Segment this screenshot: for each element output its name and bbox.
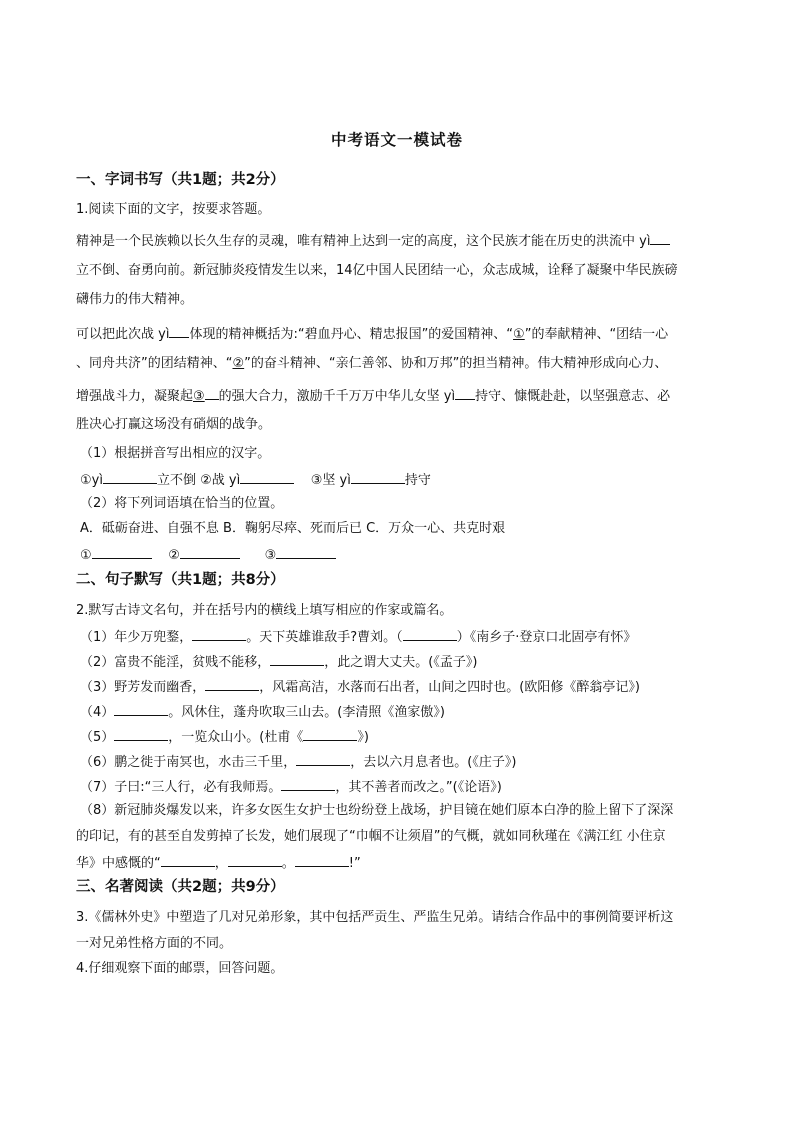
answer-blank[interactable] bbox=[295, 853, 349, 867]
section-3-heading: 三、名著阅读（共2题；共9分） bbox=[76, 879, 285, 895]
question-3: 3.《儒林外史》中塑造了几对兄弟形象，其中包括严贡生、严监生兄弟。请结合作品中的事例简要评析这 bbox=[76, 910, 674, 925]
answer-blank[interactable] bbox=[270, 652, 324, 666]
section-1-heading: 一、字词书写（共1题；共2分） bbox=[76, 172, 285, 188]
marker-2: ② bbox=[232, 356, 245, 371]
answer-blank[interactable] bbox=[403, 627, 457, 641]
question-3-cont: 一对兄弟性格方面的不同。 bbox=[76, 936, 233, 951]
answer-blank[interactable] bbox=[296, 752, 350, 766]
answer-blank[interactable] bbox=[276, 545, 336, 559]
answer-blank[interactable] bbox=[281, 777, 335, 791]
answer-row-2: ① ② ③ bbox=[80, 545, 336, 565]
answer-blank[interactable] bbox=[228, 853, 282, 867]
sub-question-1: （1）根据拼音写出相应的汉字。 bbox=[80, 446, 271, 461]
blank[interactable] bbox=[455, 386, 475, 400]
question-4: 4.仔细观察下面的邮票，回答问题。 bbox=[76, 961, 284, 976]
answer-blank[interactable] bbox=[240, 470, 294, 484]
recite-line: （4） 。风休住，蓬舟吹取三山去。(李清照《渔家傲》) bbox=[80, 702, 445, 722]
options-line: A．砥砺奋进、自强不息 B．鞠躬尽瘁、死而后已 C．万众一心、共克时艰 bbox=[80, 521, 506, 536]
answer-blank[interactable] bbox=[161, 853, 215, 867]
recite-line: （8）新冠肺炎爆发以来，许多女医生女护士也纷纷登上战场，护目镜在她们原本白净的脸上留下了深深 bbox=[80, 803, 674, 818]
passage-line: 礴伟力的伟大精神。 bbox=[76, 292, 194, 307]
recite-line: （6）鹏之徙于南冥也，水击三千里， ，去以六月息者也。(《庄子》) bbox=[80, 752, 516, 772]
recite-line: 华》中感慨的“ ， 。 !” bbox=[76, 853, 361, 873]
passage-line: 可以把此次战 yì 体现的精神概括为:“碧血丹心、精忠报国”的爱国精神、“①”的奉献精神、“团结一心 bbox=[76, 324, 668, 344]
passage-line: 立不倒、奋勇向前。新冠肺炎疫情发生以来，14亿中国人民团结一心，众志成城，诠释了凝聚中华民族磅 bbox=[76, 263, 678, 278]
recite-line: （1）年少万兜鍪， 。天下英雄谁敌手?曹刘。（ ）《南乡子·登京口北固亭有怀》 bbox=[80, 627, 636, 647]
marker-3: ③ bbox=[193, 389, 205, 404]
question-2: 2.默写古诗文名句，并在括号内的横线上填写相应的作家或篇名。 bbox=[76, 603, 453, 618]
passage-line: 增强战斗力，凝聚起③ 的强大合力，激励千千万万中华儿女坚 yì 持守、慷慨赴赴，以坚强意志、必 bbox=[76, 386, 670, 406]
recite-line: （7）子曰:“三人行，必有我师焉。 ，其不善者而改之。”(《论语》) bbox=[80, 777, 502, 797]
answer-row-1: ①yì 立不倒 ②战 yì ③坚 yì 持守 bbox=[80, 470, 431, 490]
marker-1: ① bbox=[513, 327, 525, 342]
blank[interactable] bbox=[650, 231, 670, 245]
sub-question-2: （2）将下列词语填在恰当的位置。 bbox=[80, 496, 284, 511]
recite-line: 的印记，有的甚至自发剪掉了长发，她们展现了“巾帼不让须眉”的气概，就如同秋瑾在《满江红 小住京 bbox=[76, 829, 666, 844]
answer-blank[interactable] bbox=[114, 727, 168, 741]
answer-blank[interactable] bbox=[303, 727, 357, 741]
answer-blank[interactable] bbox=[351, 470, 405, 484]
passage-line: 胜决心打赢这场没有硝烟的战争。 bbox=[76, 417, 272, 432]
answer-blank[interactable] bbox=[92, 545, 152, 559]
blank[interactable] bbox=[169, 324, 189, 338]
answer-blank[interactable] bbox=[192, 627, 246, 641]
section-2-heading: 二、句子默写（共1题；共8分） bbox=[76, 572, 285, 588]
recite-line: （3）野芳发而幽香， ，风霜高洁，水落而石出者，山间之四时也。(欧阳修《醉翁亭记》) bbox=[80, 677, 640, 697]
answer-blank[interactable] bbox=[103, 470, 157, 484]
answer-blank[interactable] bbox=[114, 702, 168, 716]
recite-line: （5） ，一览众山小。(杜甫《 》) bbox=[80, 727, 369, 747]
blank[interactable] bbox=[205, 386, 219, 400]
question-1: 1.阅读下面的文字，按要求答题。 bbox=[76, 202, 271, 217]
answer-blank[interactable] bbox=[205, 677, 259, 691]
page-title: 中考语文一模试卷 bbox=[330, 131, 463, 149]
passage-line: 、同舟共济”的团结精神、“②”的奋斗精神、“亲仁善邻、协和万邦”的担当精神。伟大精神形成向心力、 bbox=[76, 356, 668, 371]
answer-blank[interactable] bbox=[180, 545, 240, 559]
passage-line: 精神是一个民族赖以长久生存的灵魂，唯有精神上达到一定的高度，这个民族才能在历史的洪流中 yì bbox=[76, 231, 670, 251]
recite-line: （2）富贵不能淫，贫贱不能移， ，此之谓大丈夫。(《孟子》) bbox=[80, 652, 477, 672]
